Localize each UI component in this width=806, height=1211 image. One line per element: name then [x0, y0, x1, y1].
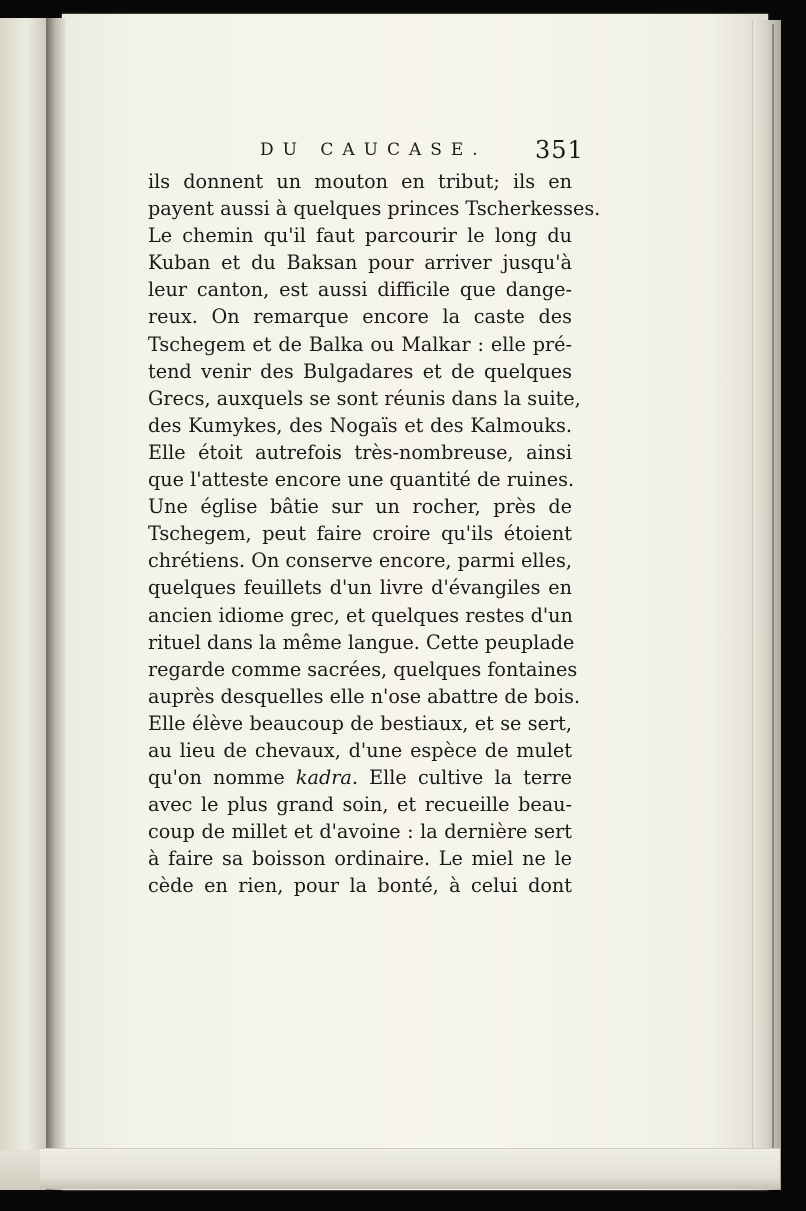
text-line: ancien idiome grec, et quelques restes d'un [148, 603, 573, 627]
text-line: leur canton, est aussi difficile que dange- [148, 278, 572, 302]
text-line: des Kumykes, des Nogaïs et des Kalmouks. [148, 413, 572, 437]
text-line: Elle élève beaucoup de bestiaux, et se sert, [148, 711, 572, 735]
italic-term: kadra. [295, 766, 358, 790]
text-line: que l'atteste encore une quantité de ruines. [148, 468, 575, 492]
body-text [148, 168, 601, 900]
text-line: au lieu de chevaux, d'une espèce de mulet [148, 738, 572, 762]
text-line: Le chemin qu'il faut parcourir le long du [148, 224, 572, 248]
page-gutter [46, 18, 66, 1190]
page-number: 351 [535, 136, 584, 164]
text-line: Kuban et du Baksan pour arriver jusqu'à [148, 251, 572, 275]
text-line: regarde comme sacrées, quelques fontaines [148, 657, 578, 681]
page-fore-edge-shadow [772, 24, 774, 1174]
text-line: tend venir des Bulgadares et de quelques [148, 359, 572, 383]
text-line: Elle étoit autrefois très-nombreuse, ainsi [148, 440, 572, 464]
text-line: payent aussi à quelques princes Tscherkesses. [148, 197, 601, 221]
text-line: chrétiens. On conserve encore, parmi elles, [148, 549, 572, 573]
text-line: rituel dans la même langue. Cette peuplade [148, 630, 575, 654]
text-line: à faire sa boisson ordinaire. Le miel ne le [148, 847, 572, 871]
text-line: Grecs, auxquels se sont réunis dans la suite, [148, 386, 581, 410]
text-line: auprès desquelles elle n'ose abattre de bois. [148, 684, 581, 708]
text-line: reux. On remarque encore la caste des [148, 305, 572, 329]
text-line: Tschegem et de Balka ou Malkar : elle pré- [148, 332, 572, 356]
text-line: ils donnent un mouton en tribut; ils en [148, 170, 572, 193]
facing-page-edge [0, 18, 50, 1190]
page-bottom-edge [40, 1148, 780, 1189]
text-line: avec le plus grand soin, et recueille beau- [148, 793, 572, 817]
text-line: quelques feuillets d'un livre d'évangiles en [148, 576, 572, 600]
text-line: Une église bâtie sur un rocher, près de [148, 495, 572, 519]
text-line: cède en rien, pour la bonté, à celui dont [148, 874, 572, 898]
text-line: coup de millet et d'avoine : la dernière sert [148, 820, 572, 844]
page-fore-edge [752, 20, 781, 1190]
page-header [150, 136, 584, 170]
running-title: DU CAUCASE. [260, 140, 487, 160]
text-line: Tschegem, peut faire croire qu'ils étoient [148, 522, 572, 546]
text-line: qu'on nomme kadra. Elle cultive la terre [148, 766, 572, 790]
